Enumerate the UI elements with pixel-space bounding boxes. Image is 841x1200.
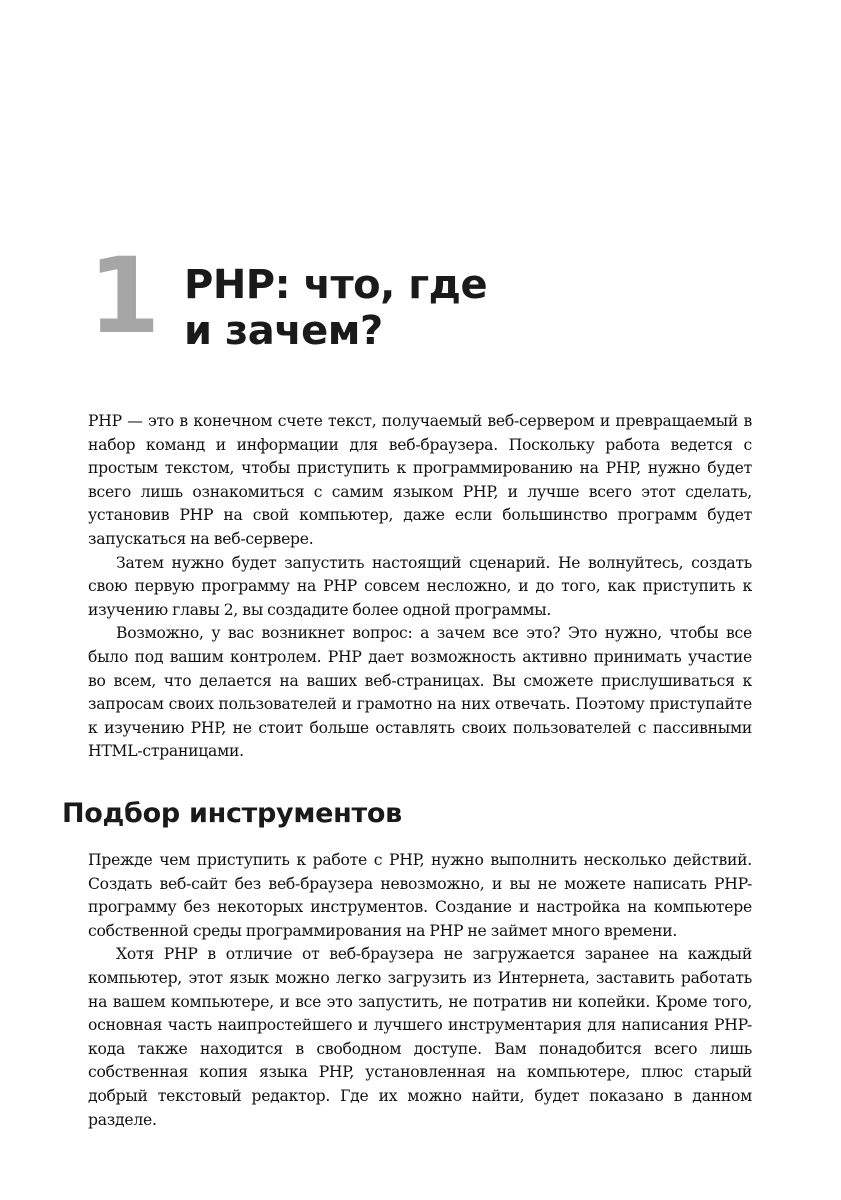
chapter-header: [88, 235, 768, 368]
chapter-title: [184, 262, 487, 354]
intro-text: [88, 410, 752, 764]
chapter-title-line-1: PHP: что, где: [184, 262, 488, 308]
chapter-title-line-2: и зачем?: [184, 308, 383, 354]
tools-section-text: [88, 849, 752, 1132]
paragraph: PHP — это в конечном счете текст, получаемый веб-сервером и превращаемый в набор команд и информации для веб-браузера. Поскольку работа ведется с простым текстом, чтобы приступить к программированию на PHP, нужно будет всего лишь ознакомиться с самим языком PHP, и лучше всего этот сделать, установив PHP на свой компьютер, даже если большинство программ будет запускаться на веб-сервере.: [88, 412, 752, 548]
paragraph: Затем нужно будет запустить настоящий сценарий. Не волнуйтесь, создать свою первую программу на PHP совсем несложно, и до того, как приступить к изучению главы 2, вы создадите более одной программы.: [88, 553, 752, 619]
section-heading: Подбор инструментов: [62, 798, 402, 829]
paragraph: Возможно, у вас возникнет вопрос: а зачем все это? Это нужно, чтобы все было под вашим контролем. PHP дает возможность активно принимать участие во всем, что делается на ваших веб-страницах. Вы сможете прислушиваться к запросам своих пользователей и грамотно на них отвечать. Поэтому приступайте к изучению PHP, не стоит больше оставлять своих пользователей с пассивными HTML-страницами.: [88, 624, 752, 761]
paragraph: Прежде чем приступить к работе с PHP, нужно выполнить несколько действий. Создать веб-сайт без веб-браузера невозможно, и вы не можете написать PHP-программу без некоторых инструментов. Создание и настройка на компьютере собственной среды программирования на PHP не займет много времени.: [88, 851, 752, 940]
chapter-number: 1: [88, 235, 159, 357]
paragraph: Хотя PHP в отличие от веб-браузера не загружается заранее на каждый компьютер, этот язык можно легко загрузить из Интернета, заставить работать на вашем компьютере, и все это запустить, не потратив ни копейки. Кроме того, основная часть наипростейшего и лучшего инструментария для написания PHP-кода также находится в свободном доступе. Вам понадобится всего лишь собственная копия языка PHP, установленная на компьютере, плюс старый добрый текстовый редактор. Где их можно найти, будет показано в данном разделе.: [88, 945, 752, 1129]
